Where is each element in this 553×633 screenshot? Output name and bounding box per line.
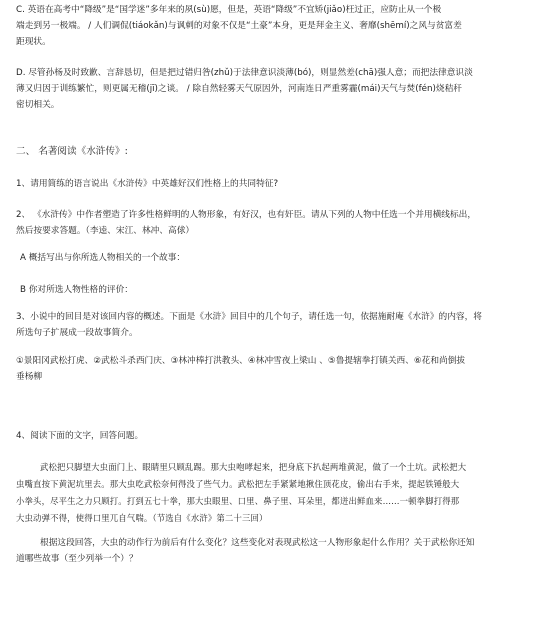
- passage-line: 虫嘴直按下黄泥坑里去。那大虫吃武松奈何得没了些气力。武松把左手紧紧地揪住顶花皮，偷出右手来，提起铁锤般大: [16, 479, 460, 489]
- question-1: 1、请用简练的语言说出《水浒传》中英雄好汉们性格上的共同特征?: [16, 179, 279, 189]
- option-d-line: D. 尽管孙杨及时致歉、言辞恳切，但是把过错归咎(zhǔ)于法律意识淡薄(bó)，则显然差(chā)强人意；而把法律意识淡: [16, 68, 473, 78]
- question-3: [16, 309, 540, 341]
- question-3-options-line: 垂杨柳: [16, 372, 43, 382]
- option-c-line: C. 英语在高考中“降级”是“国学迷”多年来的夙(sù)愿，但是，英语“降级”不宜矫(jiǎo)枉过正，应防止从一个极: [16, 5, 442, 15]
- question-2: [16, 207, 540, 239]
- passage-line: 大虫动弹不得，使得口里兀自气喘。（节选自《水浒》第二十三回）: [16, 513, 268, 523]
- option-d-line: 薄又归因于训练繁忙，则更属无稽(jī)之谈。 / 除自然轻雾天气原因外，河南连日严重雾霾(mái)天气与焚(fén)烧秸秆: [16, 84, 462, 94]
- question-4-prompt-line: 道哪些故事（至少列举一个）？: [16, 554, 138, 564]
- question-4: 4、阅读下面的文字，回答问题。: [16, 431, 144, 441]
- passage-line: 武松把只脚望大虫面门上、眼睛里只顾乱踢。那大虫咆哮起来，把身底下扒起两堆黄泥，做了一个土坑。武松把大: [40, 462, 467, 472]
- question-4-prompt: [16, 535, 540, 567]
- option-d-line: 密切相关。: [16, 100, 60, 110]
- question-2-line: 然后按要求答题。（李逵、宋江、林冲、高俅）: [16, 226, 195, 236]
- question-2a: A 概括写出与你所选人物相关的一个故事：: [20, 253, 186, 263]
- reading-passage: [16, 459, 540, 527]
- question-2b: B 你对所选人物性格的评价：: [20, 285, 133, 295]
- option-c-line: 端走到另一极端。 / 人们调侃(tiáokǎn)与讽刺的对象不仅是“土豪”本身，更是拜金主义、奢靡(shēmí)之风与贫富差: [16, 21, 462, 31]
- option-d: [16, 65, 540, 113]
- option-c: [16, 2, 540, 50]
- question-2-line: 2、 《水浒传》中作者塑造了许多性格鲜明的人物形象，有好汉，也有奸臣。请从下列的人物中任选一个并用横线标出，: [16, 210, 477, 220]
- question-4-prompt-line: 根据这段回答，大虫的动作行为前后有什么变化？这些变化对表现武松这一人物形象起什么作用？关于武松你还知: [40, 538, 475, 548]
- option-c-line: 距现状。: [16, 37, 51, 47]
- section-heading: 二、 名著阅读《水浒传》:: [16, 146, 128, 157]
- question-3-options: [16, 353, 540, 385]
- question-3-line: 3、小说中的回目是对该回内容的概述。下面是《水浒》回目中的几个句子，请任选一句，依据施耐庵《水浒》的内容，将: [16, 312, 482, 322]
- question-3-line: 所选句子扩展成一段故事简介。: [16, 328, 138, 338]
- passage-line: 小拳头，尽平生之力只顾打。打到五七十拳，那大虫眼里、口里、鼻子里、耳朵里，都迸出鲜血来……一顿拳脚打得那: [16, 496, 460, 506]
- question-3-options-line: ①景阳冈武松打虎、②武松斗杀西门庆、③林冲棒打洪教头、④林冲雪夜上梁山 、⑤鲁提辖拳打镇关西、⑥花和尚倒拔: [16, 356, 466, 366]
